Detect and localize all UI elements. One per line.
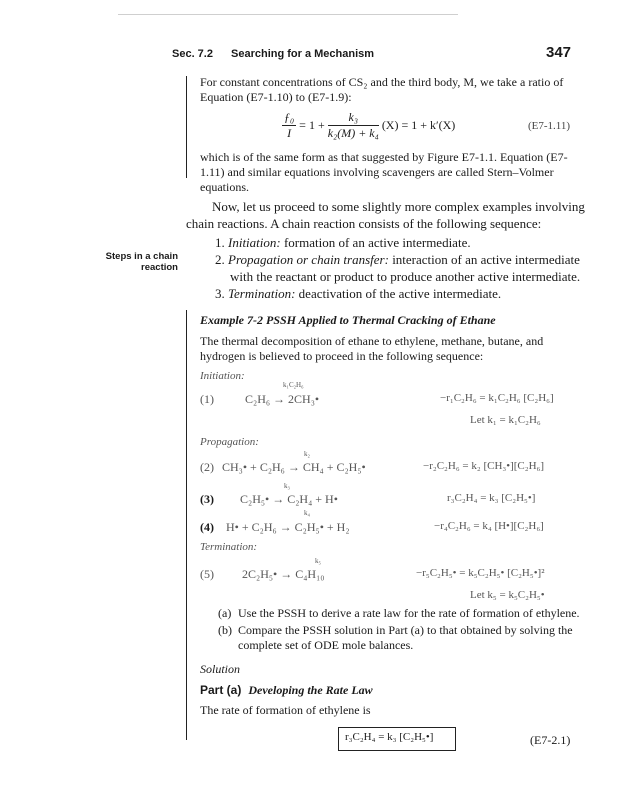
margin-bar-example (186, 310, 187, 740)
reaction-4-k: k₄ (304, 509, 310, 517)
section-title: Searching for a Mechanism (231, 48, 375, 60)
task-item: (b) Compare the PSSH solution in Part (a) to that obtained by solving the complete set of ODE mole balances. (218, 623, 573, 652)
reaction-2-rate: −r₂C₂H₆ = k₂ [CH₃•][C₂H₆] (423, 460, 545, 472)
solution-label: Solution (200, 662, 241, 676)
eq-frac-num: k₃ (328, 110, 379, 126)
margin-note (100, 251, 178, 273)
step-name: Initiation: (228, 235, 281, 250)
equation-e7-1-11 (282, 110, 455, 141)
reaction-5-let: Let k₅ = k₅C₂H₅• (470, 589, 545, 601)
top-paragraph: For constant concentrations of CS₂ and the third body, M, we take a ratio of Equation (E7-1.10) to (E7-1.9): (200, 75, 564, 104)
page-number: 347 (546, 44, 572, 61)
top-rule (118, 14, 458, 15)
margin-note-line2: reaction (141, 262, 178, 273)
part-a-label: Part (a) (200, 683, 242, 697)
reaction-number: (4) (200, 520, 214, 534)
reaction-number: (2) (200, 460, 214, 474)
margin-note-line1: Steps in a chain (105, 251, 178, 262)
reaction-number: (5) (200, 567, 214, 581)
section-number: Sec. 7.2 (172, 48, 213, 60)
final-equation-number: (E7-2.1) (530, 733, 571, 747)
reaction-1-let: Let k₁ = k₁C₂H₆ (470, 414, 541, 426)
eq-lhs-num: ƒ₀ (284, 110, 295, 124)
task-list (218, 606, 588, 653)
example-intro: The thermal decomposition of ethane to ethylene, methane, butane, and hydrogen is believed to proceed in the following sequence: (200, 334, 544, 363)
reaction-4-equation: H• + C₂H₆ → C₂H₅• + H₂ (226, 520, 350, 534)
eq-frac-den: k₂(M) + k₄ (327, 126, 379, 140)
example-title: Example 7-2 PSSH Applied to Thermal Cracking of Ethane (200, 313, 496, 327)
propagation-label: Propagation: (200, 436, 259, 448)
step-name: Propagation or chain transfer: (228, 252, 389, 267)
reaction-1-k: k₁C₂H₆ (283, 381, 304, 389)
reaction-3-rate: r₃C₂H₄ = k₃ [C₂H₅•] (447, 492, 536, 504)
step-item: 3. Termination: deactivation of the active intermediate. (215, 286, 502, 301)
reaction-5-equation: 2C₂H₅• → C₄H₁₀ (242, 567, 325, 581)
reaction-5-rate: −r₅C₂H₅• = k₅C₂H₅• [C₂H₅•]² (416, 567, 545, 579)
eq-mid: (X) = 1 + k′(X) (381, 118, 456, 132)
margin-bar-top (186, 76, 187, 178)
reaction-3-k: k₃ (284, 482, 290, 490)
rate-intro: The rate of formation of ethylene is (200, 703, 371, 717)
part-a-title: Developing the Rate Law (248, 683, 373, 697)
step-item: 2. Propagation or chain transfer: interaction of an active intermediate (215, 252, 580, 267)
step-item-continued: with the reactant or product to produce another active intermediate. (230, 269, 581, 284)
termination-label: Termination: (200, 541, 258, 553)
step-list (215, 234, 595, 302)
stern-volmer-paragraph: which is of the same form as that suggested by Figure E7-1.1. Equation (E7-1.11) and similar equations involving scavengers are called Stern–Volmer equations. (200, 150, 568, 194)
initiation-label: Initiation: (200, 370, 245, 382)
eq-number-e7-1-11: (E7-1.11) (528, 120, 571, 132)
reaction-2-k: k₂ (304, 450, 310, 458)
reaction-4-rate: −r₄C₂H₆ = k₄ [H•][C₂H₆] (434, 520, 544, 532)
reaction-number: (1) (200, 392, 214, 406)
reaction-1-rate: −r₁C₂H₆ = k₁C₂H₆ [C₂H₆] (440, 392, 554, 404)
reaction-1-equation: C₂H₆ → 2CH₃• (245, 392, 320, 406)
step-name: Termination: (228, 286, 296, 301)
task-item: (a) Use the PSSH to derive a rate law for the rate of formation of ethylene. (218, 606, 580, 620)
reaction-3-equation: C₂H₅• → C₂H₄ + H• (240, 492, 338, 506)
reaction-number: (3) (200, 492, 214, 506)
eq-lhs-den: I (287, 126, 292, 140)
reaction-2-equation: CH₃• + C₂H₆ → CH₄ + C₂H₅• (222, 460, 366, 474)
part-a-heading (200, 683, 373, 698)
reaction-5-k: k₅ (315, 557, 321, 565)
final-equation: r₃C₂H₄ = k₃ [C₂H₅•] (345, 731, 434, 743)
step-item: 1. Initiation: formation of an active intermediate. (215, 235, 471, 250)
eq-equals-one: = 1 + (299, 118, 325, 132)
chain-intro-paragraph: Now, let us proceed to some slightly more complex examples involving chain reactions. A chain reaction consists of the following sequence: (186, 199, 585, 231)
